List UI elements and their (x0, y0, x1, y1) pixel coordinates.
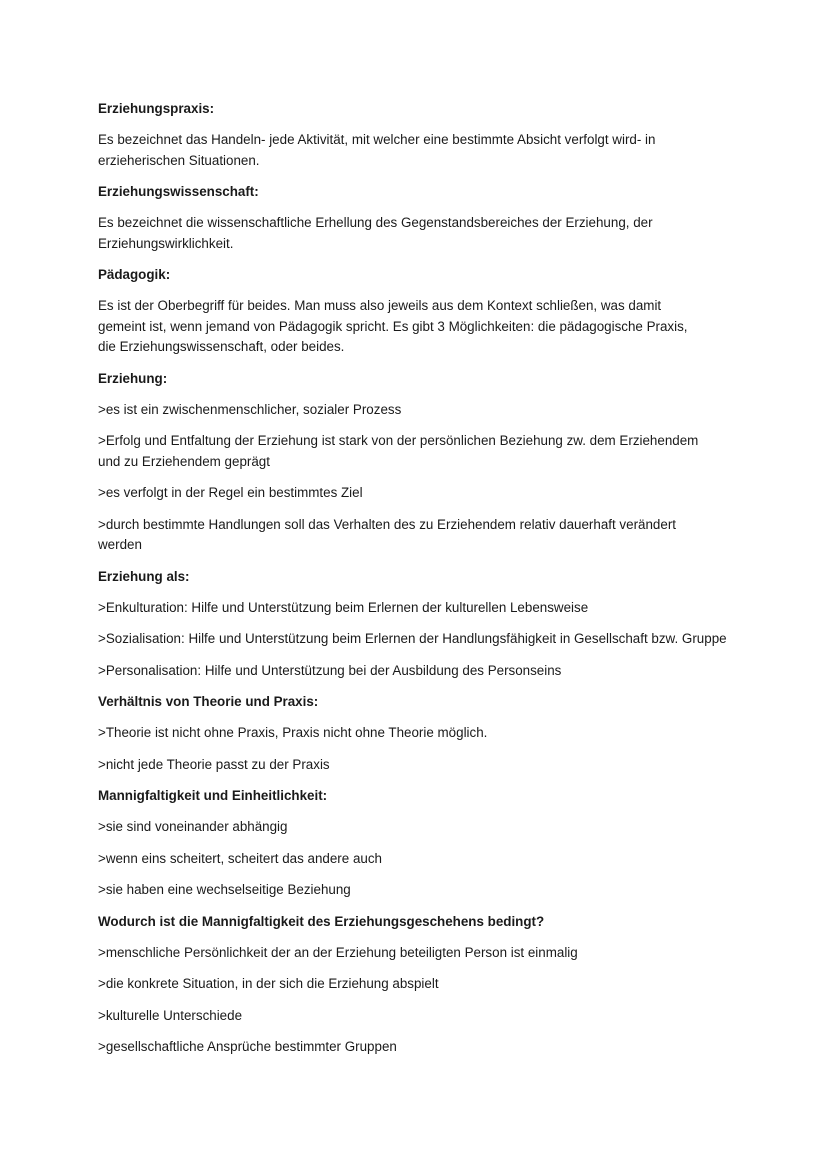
section-heading: Wodurch ist die Mannigfaltigkeit des Erziehungsgeschehens bedingt? (98, 913, 545, 929)
paragraph-line: die Erziehungswissenschaft, oder beides. (98, 339, 345, 354)
list-item (98, 880, 778, 901)
section-heading: Verhältnis von Theorie und Praxis: (98, 694, 319, 709)
section-heading: Mannigfaltigkeit und Einheitlichkeit: (98, 788, 328, 803)
list-item (98, 661, 778, 682)
list-item (98, 629, 778, 650)
section-heading: Pädagogik: (98, 267, 171, 282)
list-item-line: werden (98, 537, 142, 552)
paragraph-line: Es bezeichnet die wissenschaftliche Erhellung des Gegenstandsbereiches der Erziehung, der (98, 215, 653, 230)
section-heading: Erziehung als: (98, 568, 190, 584)
list-item (98, 943, 778, 964)
list-item-line: >die konkrete Situation, in der sich die Erziehung abspielt (98, 976, 439, 991)
list-item (98, 817, 778, 838)
list-item-line: >Sozialisation: Hilfe und Unterstützung beim Erlernen der Handlungsfähigkeit in Gesellschaft bzw. Gruppe (98, 631, 727, 646)
section-heading: Erziehungspraxis: (98, 101, 215, 116)
list-item-line: >es ist ein zwischenmenschlicher, sozialer Prozess (98, 401, 402, 417)
list-item-line: >menschliche Persönlichkeit der an der Erziehung beteiligten Person ist einmalig (98, 944, 578, 960)
list-item-line: und zu Erziehendem geprägt (98, 453, 270, 469)
paragraph-line: gemeint ist, wenn jemand von Pädagogik spricht. Es gibt 3 Möglichkeiten: die pädagogische Praxis, (98, 318, 688, 334)
list-item (98, 1037, 778, 1058)
list-item (98, 723, 778, 744)
list-item (98, 483, 778, 504)
list-item (98, 1006, 778, 1027)
list-item-line: >sie haben eine wechselseitige Beziehung (98, 882, 351, 897)
list-item (98, 755, 778, 776)
list-item-line: >sie sind voneinander abhängig (98, 819, 288, 834)
list-item-line: >Erfolg und Entfaltung der Erziehung ist stark von der persönlichen Beziehung zw. dem Erziehendem (98, 433, 699, 448)
paragraph-line: erzieherischen Situationen. (98, 152, 260, 168)
list-item (98, 515, 778, 556)
list-item-line: >wenn eins scheitert, scheitert das andere auch (98, 850, 382, 866)
list-item-line: >nicht jede Theorie passt zu der Praxis (98, 756, 330, 772)
paragraph-line: Es ist der Oberbegriff für beides. Man muss also jeweils aus dem Kontext schließen, was damit (98, 298, 662, 313)
list-item-line: >kulturelle Unterschiede (98, 1007, 243, 1023)
section-heading: Erziehung: (98, 370, 168, 386)
paragraph-line: Erziehungswirklichkeit. (98, 235, 234, 251)
list-item-line: >durch bestimmte Handlungen soll das Verhalten des zu Erziehendem relativ dauerhaft verändert (98, 516, 676, 532)
list-item (98, 849, 778, 870)
list-item (98, 598, 778, 619)
list-item-line: >Enkulturation: Hilfe und Unterstützung beim Erlernen der kulturellen Lebensweise (98, 599, 589, 615)
section-paragraph (98, 130, 778, 171)
paragraph-line: Es bezeichnet das Handeln- jede Aktivität, mit welcher eine bestimmte Absicht verfolgt wird- in (98, 132, 656, 147)
list-item (98, 974, 778, 995)
document-page (98, 99, 778, 1069)
list-item-line: >Personalisation: Hilfe und Unterstützung bei der Ausbildung des Personseins (98, 662, 562, 678)
list-item-line: >Theorie ist nicht ohne Praxis, Praxis nicht ohne Theorie möglich. (98, 725, 488, 740)
section-paragraph (98, 213, 778, 254)
section-paragraph (98, 296, 778, 358)
list-item (98, 431, 778, 472)
list-item (98, 400, 778, 421)
list-item-line: >es verfolgt in der Regel ein bestimmtes Ziel (98, 485, 363, 500)
section-heading: Erziehungswissenschaft: (98, 184, 259, 199)
list-item-line: >gesellschaftliche Ansprüche bestimmter Gruppen (98, 1039, 397, 1054)
